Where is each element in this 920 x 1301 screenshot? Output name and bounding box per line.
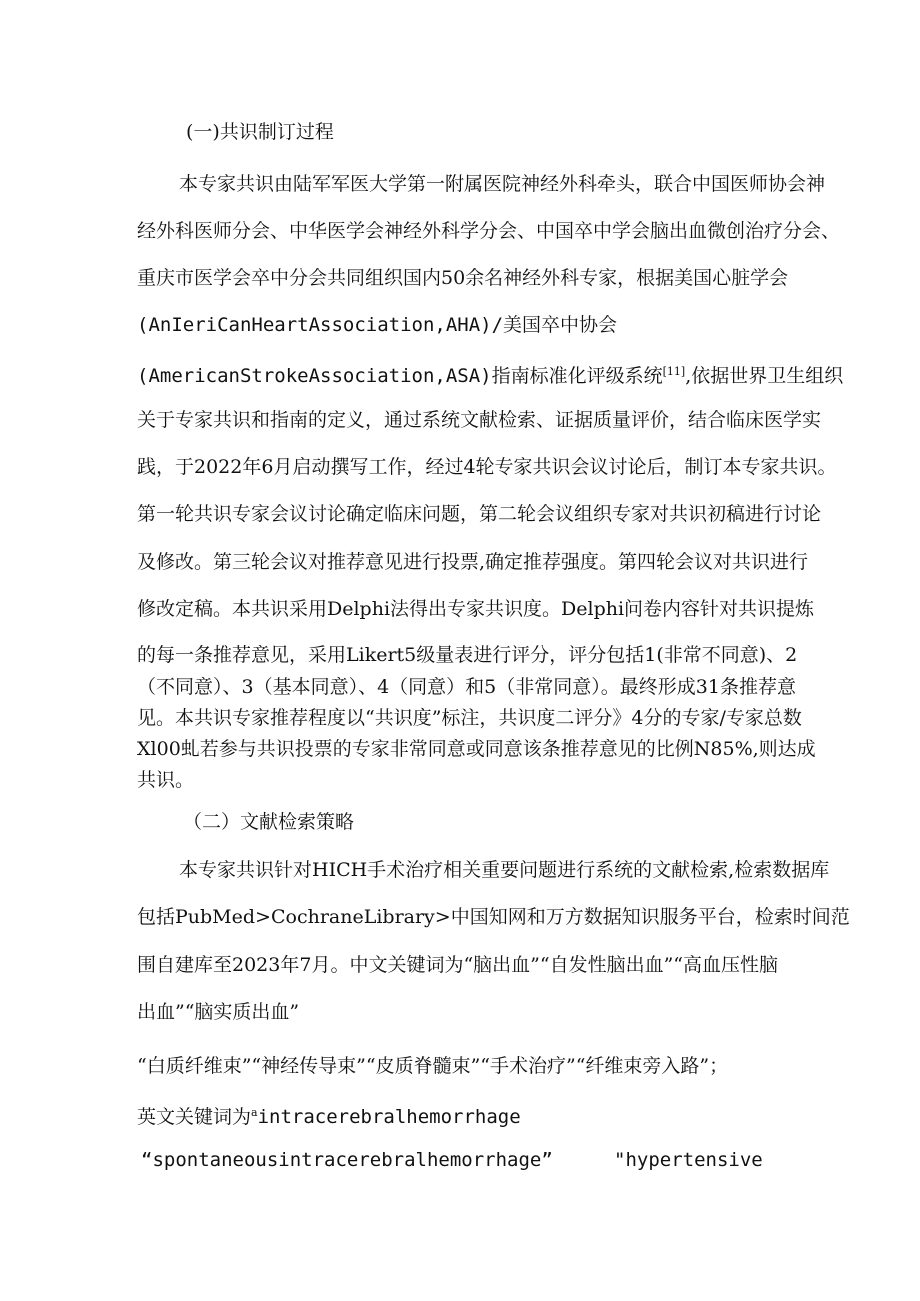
paragraph-line [137, 360, 843, 388]
paragraph-line: “白质纤维束”“神经传导束”“皮质脊髓束”“手术治疗”“纤维束旁入路”； [137, 1055, 729, 1077]
paragraph-line: 重庆市医学会卒中分会共同组织国内50余名神经外科专家，根据美国心脏学会 [137, 267, 789, 289]
paragraph-line: 及修改。第三轮会议对推荐意见进行投票,确定推荐强度。第四轮会议对共识进行 [137, 551, 809, 573]
paragraph-line: 践，于2022年6月启动撰写工作，经过4轮专家共识会议讨论后，制订本专家共识。 [137, 456, 837, 478]
paragraph-line [137, 1101, 521, 1129]
text-span: ,依据世界卫生组织 [685, 365, 844, 387]
section-heading: （二）文献检索策略 [183, 811, 355, 833]
paragraph-line: 出血”“脑实质出血” [137, 1001, 300, 1023]
paragraph-line: 经外科医师分会、中华医学会神经外科学分会、中国卒中学会脑出血微创治疗分会、 [137, 220, 841, 242]
paragraph-line: 围自建库至2023年7月。中文关键词为“脑出血”“自发性脑出血”“高血压性脑 [137, 954, 779, 976]
paragraph-line: (AnIeriCanHeartAssociation,AHA)/美国卒中协会 [137, 314, 618, 336]
paragraph-line: （不同意）、3（基本同意）、4（同意）和5（非常同意）。最终形成31条推荐意 [137, 676, 796, 698]
paragraph-line: 关于专家共识和指南的定义，通过系统文献检索、证据质量评价，结合临床医学实 [137, 409, 822, 431]
paragraph-line: Xl00虬若参与共识投票的专家非常同意或同意该条推荐意见的比例N85%,则达成 [137, 738, 816, 760]
paragraph-line: 共识。 [137, 769, 195, 791]
paragraph-line: 包括PubMed>CochraneLibrary>中国知网和万方数据知识服务平台，检索时间范 [137, 906, 850, 928]
text-span: 英文关键词为 [137, 1106, 252, 1128]
citation-reference: [11] [662, 365, 686, 378]
paragraph-line: "hypertensive [614, 1149, 763, 1171]
paragraph-line: 本专家共识针对HICH手术治疗相关重要问题进行系统的文献检索,检索数据库 [179, 859, 830, 881]
section-heading: (一)共识制订过程 [186, 121, 334, 143]
superscript-mark: a [251, 1106, 258, 1119]
text-span: (AmericanStrokeAssociation,ASA)指南标准化评级系统 [137, 365, 663, 387]
paragraph-line: 修改定稿。本共识采用Delphi法得出专家共识度。Delphi问卷内容针对共识提炼 [137, 598, 815, 620]
paragraph-line: 第一轮共识专家会议讨论确定临床问题，第二轮会议组织专家对共识初稿进行讨论 [137, 503, 822, 525]
paragraph-line: 见。本共识专家推荐程度以“共识度”标注，共识度二评分》4分的专家/专家总数 [137, 707, 802, 729]
paragraph-line: 的每一条推荐意见，采用Likert5级量表进行评分，评分包括1(非常不同意)、2 [137, 644, 798, 666]
text-span: intracerebralhemorrhage [257, 1106, 521, 1128]
paragraph-line: “spontaneousintracerebralhemorrhage” [141, 1149, 553, 1171]
paragraph-line: 本专家共识由陆军军医大学第一附属医院神经外科牵头，联合中国医师协会神 [179, 173, 826, 195]
